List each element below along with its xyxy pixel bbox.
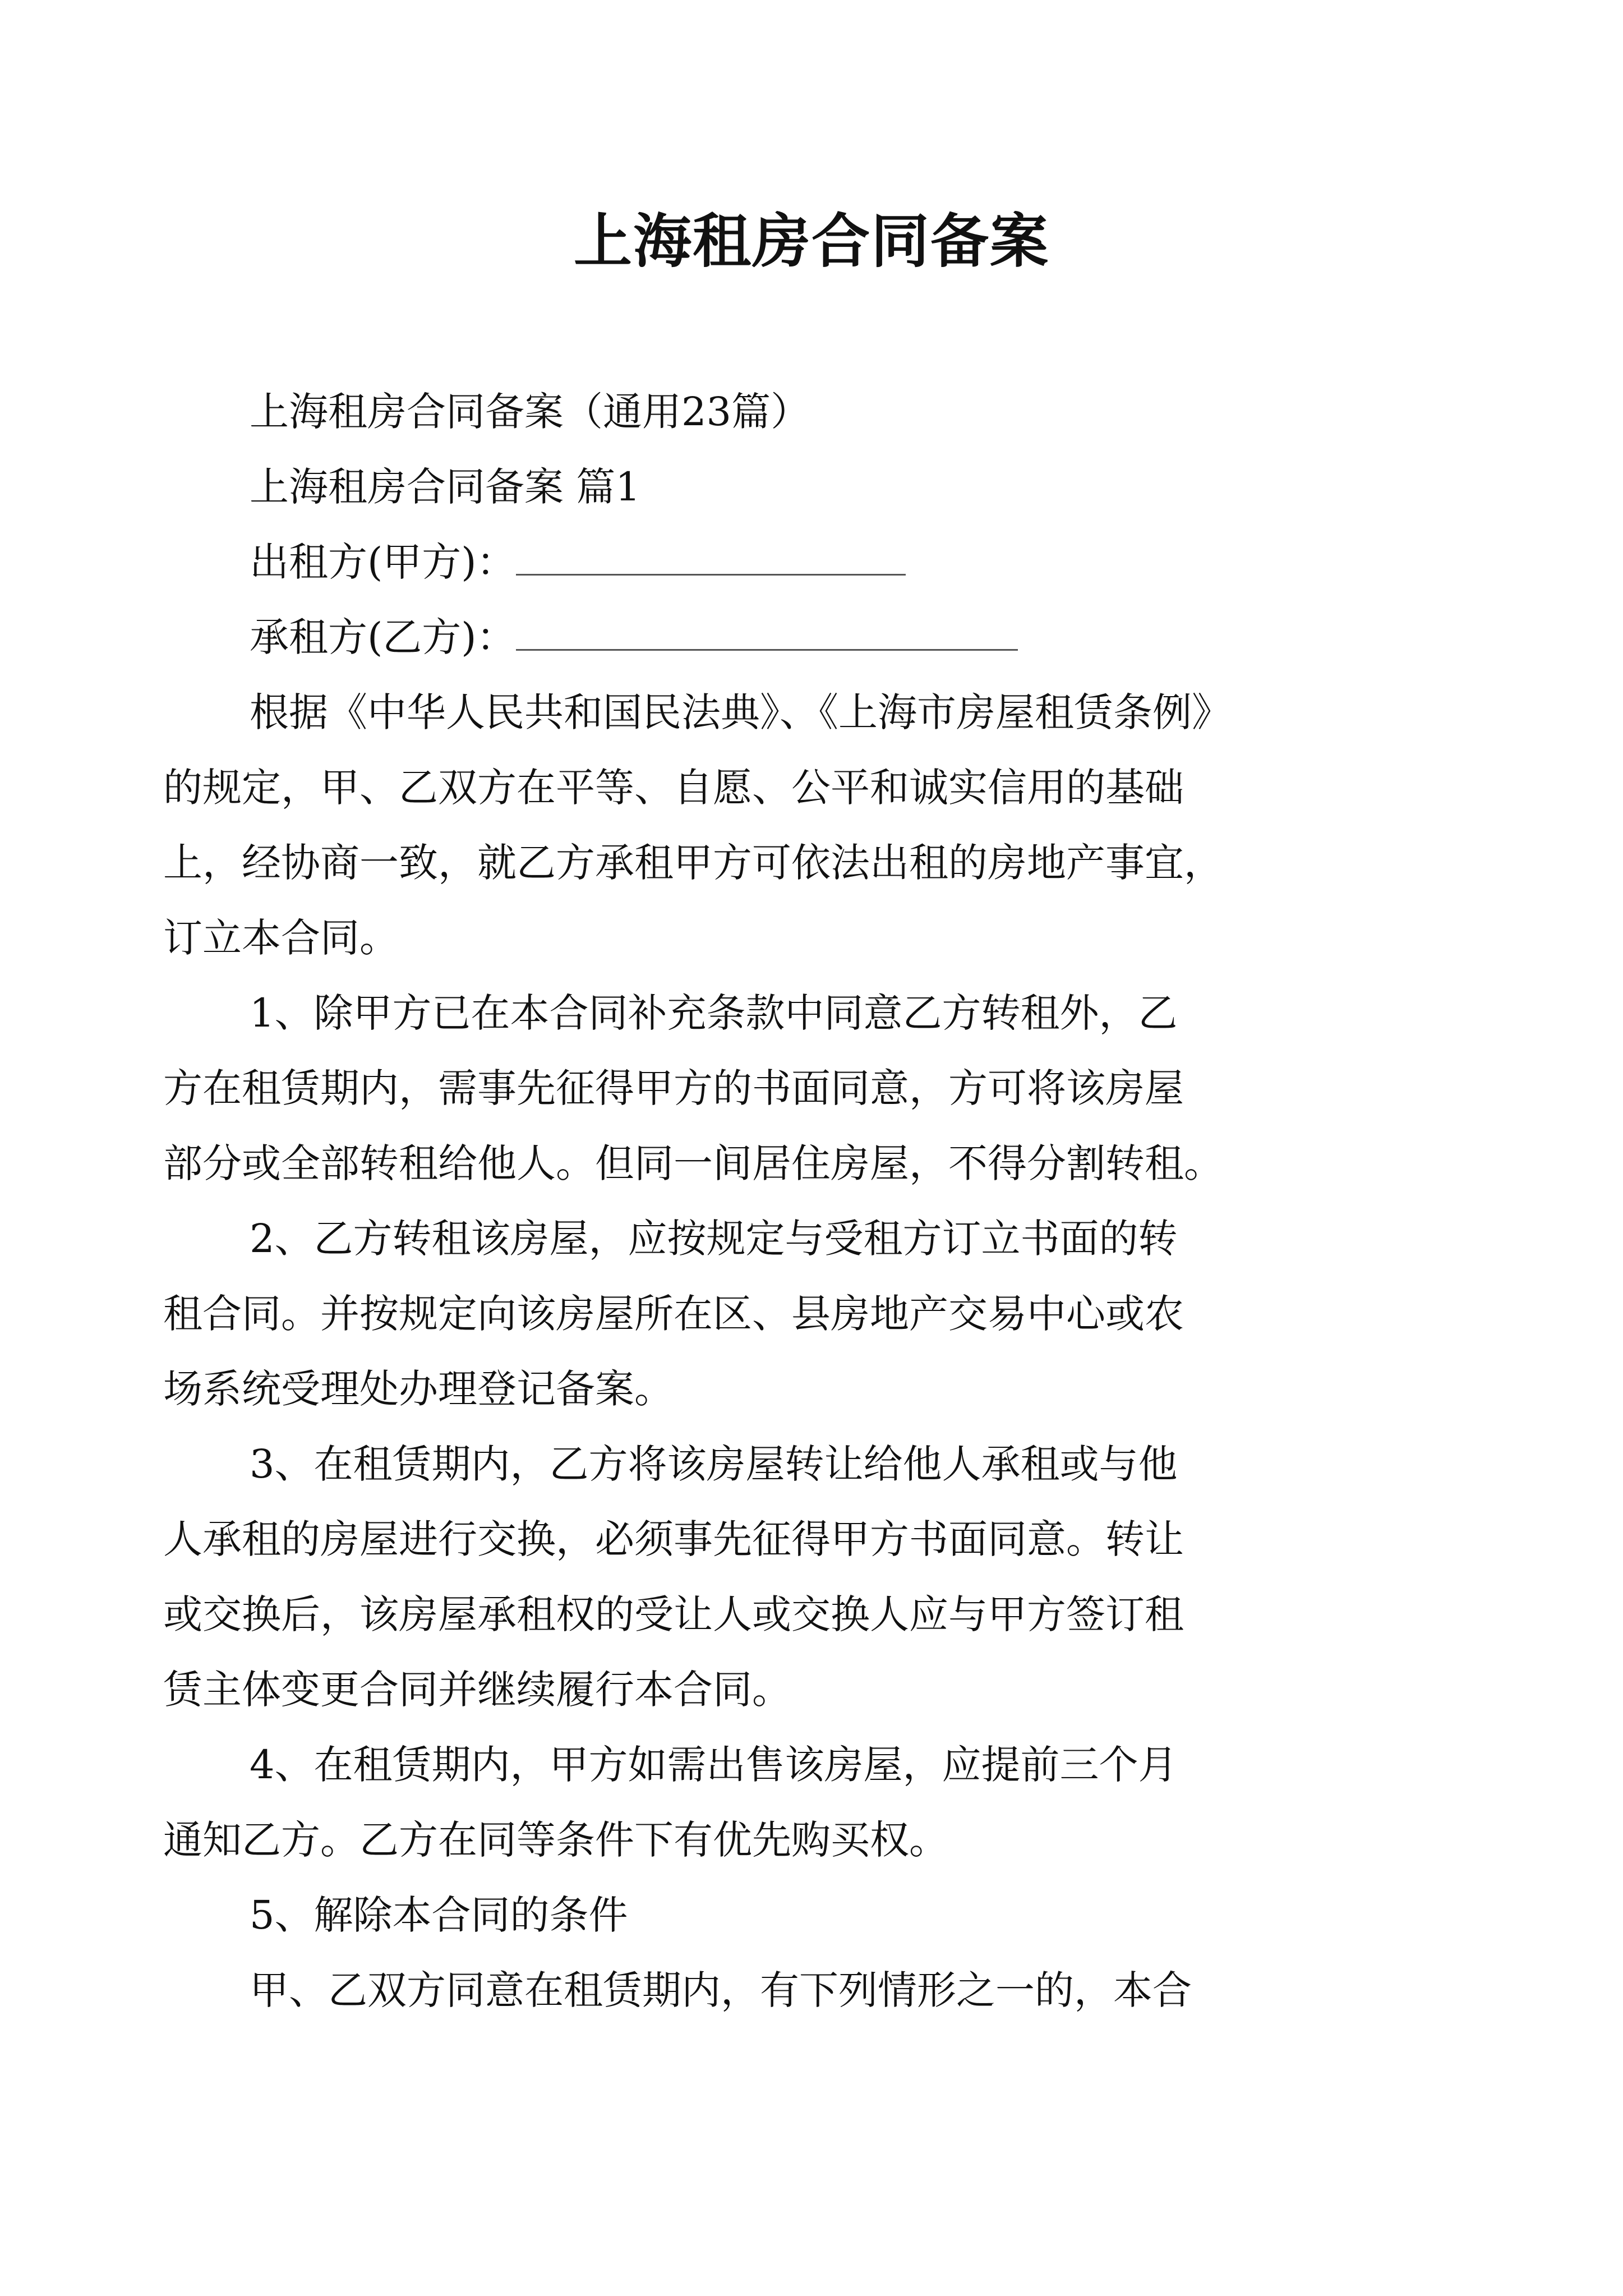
lessee-label: 承租方(乙方)： xyxy=(250,614,516,660)
lessor-line xyxy=(250,524,1380,600)
paragraph-line: 或交换后，该房屋承租权的受让人或交换人应与甲方签订租 xyxy=(163,1591,1184,1637)
document-body xyxy=(163,374,1380,2028)
section-heading: 上海租房合同备案 篇1 xyxy=(250,464,640,510)
document-subtitle: 上海租房合同备案（通用23篇） xyxy=(250,389,810,435)
lessor-blank xyxy=(516,541,906,576)
paragraph-line: 的规定，甲、乙双方在平等、自愿、公平和诚实信用的基础 xyxy=(163,765,1184,811)
lessee-blank xyxy=(516,616,1018,651)
paragraph-line: 3、在租赁期内，乙方将该房屋转让给他人承租或与他 xyxy=(250,1441,1178,1487)
paragraph-line: 场系统受理处办理登记备案。 xyxy=(163,1366,674,1412)
paragraph-line: 人承租的房屋进行交换，必须事先征得甲方书面同意。转让 xyxy=(163,1516,1184,1562)
paragraph-line: 甲、乙双方同意在租赁期内，有下列情形之一的，本合 xyxy=(250,1967,1192,2013)
paragraph-line: 1、除甲方已在本合同补充条款中同意乙方转租外，乙 xyxy=(250,990,1178,1036)
paragraph-line: 根据《中华人民共和国民法典》、《上海市房屋租赁条例》 xyxy=(250,689,1231,735)
lessor-label: 出租方(甲方)： xyxy=(250,539,516,585)
paragraph-line: 2、乙方转租该房屋，应按规定与受租方订立书面的转 xyxy=(250,1216,1178,1262)
paragraph-line: 部分或全部转租给他人。但同一间居住房屋，不得分割转租。 xyxy=(163,1140,1223,1186)
paragraph-line: 上，经协商一致，就乙方承租甲方可依法出租的房地产事宜， xyxy=(163,840,1223,886)
paragraph-line: 4、在租赁期内，甲方如需出售该房屋，应提前三个月 xyxy=(250,1742,1178,1788)
document-title: 上海租房合同备案 xyxy=(573,206,1049,275)
paragraph-line: 通知乙方。乙方在同等条件下有优先购买权。 xyxy=(163,1817,948,1863)
paragraph-line: 订立本合同。 xyxy=(163,915,399,961)
lessee-line xyxy=(250,600,1380,675)
paragraph-line: 赁主体变更合同并继续履行本合同。 xyxy=(163,1667,791,1713)
paragraph-line: 租合同。并按规定向该房屋所在区、县房地产交易中心或农 xyxy=(163,1291,1184,1337)
paragraph-line: 5、解除本合同的条件 xyxy=(250,1892,628,1938)
paragraph-line: 方在租赁期内，需事先征得甲方的书面同意，方可将该房屋 xyxy=(163,1065,1184,1111)
